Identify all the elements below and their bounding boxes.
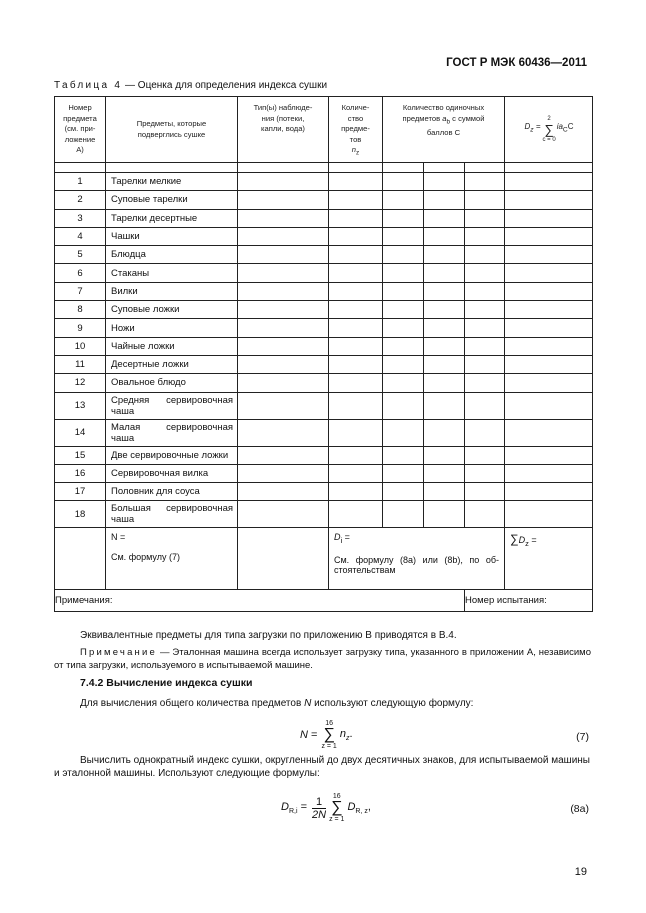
row-empty-cell xyxy=(424,483,465,501)
row-item-name: Большая сервировочная чаша xyxy=(106,501,238,528)
row-item-name: Две сервировочные ложки xyxy=(106,446,238,464)
table-row xyxy=(55,209,593,227)
row-item-name: Суповые тарелки xyxy=(106,191,238,209)
row-empty-cell xyxy=(383,392,424,419)
row-empty-cell xyxy=(424,319,465,337)
page-number: 19 xyxy=(574,866,587,878)
row-item-name: Тарелки десертные xyxy=(106,209,238,227)
row-empty-cell xyxy=(329,464,383,482)
row-item-name: Десертные ложки xyxy=(106,355,238,373)
row-number: 14 xyxy=(55,419,106,446)
note-label: Примечание xyxy=(80,647,157,658)
row-empty-cell xyxy=(465,301,505,319)
row-empty-cell xyxy=(329,501,383,528)
row-empty-cell xyxy=(383,173,424,191)
count-paragraph: Для вычисления общего количества предметов N используют следующую формулу: xyxy=(80,698,474,709)
row-number: 1 xyxy=(55,173,106,191)
row-empty-cell xyxy=(329,374,383,392)
row-empty-cell xyxy=(383,227,424,245)
row-empty-cell xyxy=(465,501,505,528)
table-row xyxy=(55,319,593,337)
note-paragraph xyxy=(54,646,591,672)
summary-d-cell xyxy=(329,528,505,590)
row-number: 6 xyxy=(55,264,106,282)
table-row xyxy=(55,301,593,319)
row-empty-cell xyxy=(465,227,505,245)
row-item-name: Сервировочная вилка xyxy=(106,464,238,482)
equation-number-8a: (8a) xyxy=(570,803,589,815)
row-number: 2 xyxy=(55,191,106,209)
table-notes-row xyxy=(55,590,593,612)
summary-sum-cell: $\sum D_z$ = xyxy=(505,528,593,590)
row-number: 16 xyxy=(55,464,106,482)
row-empty-cell xyxy=(465,483,505,501)
row-item-name: Чайные ложки xyxy=(106,337,238,355)
row-number: 8 xyxy=(55,301,106,319)
summary-n-label: N = xyxy=(111,532,126,543)
row-empty-cell xyxy=(505,191,593,209)
row-empty-cell xyxy=(465,264,505,282)
note-text: — Эталонная машина всегда использует загрузку типа, указанного в приложении А, независимо от типа загрузки, используемого в испытываемой машине. xyxy=(54,647,591,671)
row-empty-cell xyxy=(424,282,465,300)
row-empty-cell xyxy=(465,355,505,373)
row-empty-cell xyxy=(465,209,505,227)
row-item-name: Чашки xyxy=(106,227,238,245)
row-empty-cell xyxy=(424,264,465,282)
section-heading: 7.4.2 Вычисление индекса сушки xyxy=(80,677,253,689)
row-empty-cell xyxy=(329,392,383,419)
test-number-cell: Номер испытания: xyxy=(465,590,593,612)
row-number: 17 xyxy=(55,483,106,501)
row-empty-cell xyxy=(505,464,593,482)
row-empty-cell xyxy=(329,301,383,319)
summary-empty-cell xyxy=(55,528,106,590)
row-empty-cell xyxy=(505,392,593,419)
row-empty-cell xyxy=(424,301,465,319)
row-empty-cell xyxy=(383,419,424,446)
row-empty-cell xyxy=(505,337,593,355)
row-empty-cell xyxy=(238,392,329,419)
table-row xyxy=(55,446,593,464)
formula-7: N = 16 $n_z$. ∑ z = 1 xyxy=(300,720,353,750)
row-empty-cell xyxy=(238,282,329,300)
table-data-rows xyxy=(55,173,593,528)
row-empty-cell xyxy=(505,501,593,528)
drying-index-paragraph: Вычислить однократный индекс сушки, округленный до двух десятичных знаков, для испытываемой машины и эталонной машины. Используют следующие формулы: xyxy=(54,755,590,779)
row-number: 9 xyxy=(55,319,106,337)
row-item-name: Ножи xyxy=(106,319,238,337)
row-empty-cell xyxy=(465,246,505,264)
row-empty-cell xyxy=(329,227,383,245)
row-empty-cell xyxy=(329,483,383,501)
row-number: 5 xyxy=(55,246,106,264)
row-empty-cell xyxy=(238,419,329,446)
row-empty-cell xyxy=(329,319,383,337)
row-empty-cell xyxy=(424,209,465,227)
document-id: ГОСТ Р МЭК 60436—2011 xyxy=(446,57,587,69)
row-empty-cell xyxy=(465,446,505,464)
table-caption-prefix: Таблица 4 xyxy=(54,80,123,91)
row-number: 13 xyxy=(55,392,106,419)
row-item-name: Стаканы xyxy=(106,264,238,282)
equation-number-7: (7) xyxy=(576,731,589,743)
row-empty-cell xyxy=(329,191,383,209)
row-empty-cell xyxy=(505,355,593,373)
table-row xyxy=(55,282,593,300)
row-empty-cell xyxy=(329,264,383,282)
row-empty-cell xyxy=(238,227,329,245)
row-number: 15 xyxy=(55,446,106,464)
row-item-name: Половник для соуса xyxy=(106,483,238,501)
row-empty-cell xyxy=(465,374,505,392)
table-row xyxy=(55,246,593,264)
summary-empty-cell xyxy=(238,528,329,590)
row-empty-cell xyxy=(238,446,329,464)
table-row xyxy=(55,355,593,373)
equivalent-items-paragraph: Эквивалентные предметы для типа загрузки по приложению В приводятся в В.4. xyxy=(80,630,457,641)
row-empty-cell xyxy=(329,355,383,373)
row-empty-cell xyxy=(238,464,329,482)
row-empty-cell xyxy=(329,209,383,227)
row-number: 10 xyxy=(55,337,106,355)
dz-formula: $D_z$ = 2 $ia_CC$ ∑ c = 0 xyxy=(524,115,574,143)
header-dz-formula xyxy=(505,97,593,163)
row-empty-cell xyxy=(505,319,593,337)
row-empty-cell xyxy=(465,392,505,419)
row-empty-cell xyxy=(238,501,329,528)
row-empty-cell xyxy=(383,209,424,227)
row-number: 3 xyxy=(55,209,106,227)
row-empty-cell xyxy=(465,464,505,482)
row-empty-cell xyxy=(465,337,505,355)
row-empty-cell xyxy=(505,446,593,464)
row-empty-cell xyxy=(383,301,424,319)
row-empty-cell xyxy=(383,246,424,264)
row-item-name: Овальное блюдо xyxy=(106,374,238,392)
row-empty-cell xyxy=(505,282,593,300)
table-caption xyxy=(54,80,327,91)
table-row xyxy=(55,337,593,355)
row-empty-cell xyxy=(238,355,329,373)
row-empty-cell xyxy=(329,419,383,446)
table-row xyxy=(55,419,593,446)
formula-8a: $D_{R,i}$ = 1 2N 16 $D_{R, z}$, ∑ z = 1 xyxy=(281,793,371,823)
row-empty-cell xyxy=(424,246,465,264)
row-empty-cell xyxy=(505,374,593,392)
row-empty-cell xyxy=(505,173,593,191)
row-empty-cell xyxy=(424,337,465,355)
row-empty-cell xyxy=(424,501,465,528)
row-empty-cell xyxy=(238,374,329,392)
summary-n-cell xyxy=(106,528,238,590)
summary-d-label: $D_i$ = xyxy=(334,532,350,546)
row-empty-cell xyxy=(329,446,383,464)
table-header-row xyxy=(55,97,593,163)
row-empty-cell xyxy=(238,483,329,501)
row-empty-cell xyxy=(383,464,424,482)
row-empty-cell xyxy=(329,337,383,355)
row-empty-cell xyxy=(238,209,329,227)
row-empty-cell xyxy=(424,227,465,245)
row-empty-cell xyxy=(465,319,505,337)
row-number: 4 xyxy=(55,227,106,245)
row-empty-cell xyxy=(238,337,329,355)
row-empty-cell xyxy=(424,355,465,373)
table-row xyxy=(55,483,593,501)
notes-cell: Примечания: xyxy=(55,590,465,612)
header-single-items: Количество одиночных предметов $a_b$ с суммой баллов С xyxy=(383,97,505,163)
table-row xyxy=(55,173,593,191)
row-empty-cell xyxy=(424,446,465,464)
row-empty-cell xyxy=(505,227,593,245)
table-summary-row xyxy=(55,528,593,590)
row-empty-cell xyxy=(238,246,329,264)
row-empty-cell xyxy=(238,319,329,337)
summary-n-ref: См. формулу (7) xyxy=(111,552,180,563)
row-empty-cell xyxy=(505,264,593,282)
row-empty-cell xyxy=(329,282,383,300)
row-empty-cell xyxy=(505,301,593,319)
table-row xyxy=(55,392,593,419)
row-empty-cell xyxy=(383,501,424,528)
row-item-name: Вилки xyxy=(106,282,238,300)
table-row xyxy=(55,227,593,245)
row-empty-cell xyxy=(329,246,383,264)
table-row xyxy=(55,374,593,392)
row-empty-cell xyxy=(383,446,424,464)
row-empty-cell xyxy=(329,173,383,191)
row-empty-cell xyxy=(383,282,424,300)
row-empty-cell xyxy=(505,209,593,227)
row-number: 12 xyxy=(55,374,106,392)
row-empty-cell xyxy=(465,282,505,300)
row-item-name: Суповые ложки xyxy=(106,301,238,319)
row-number: 11 xyxy=(55,355,106,373)
row-empty-cell xyxy=(465,191,505,209)
row-empty-cell xyxy=(238,173,329,191)
drying-index-table xyxy=(54,96,593,612)
row-empty-cell xyxy=(383,264,424,282)
row-empty-cell xyxy=(383,191,424,209)
row-item-name: Малая сервировочная чаша xyxy=(106,419,238,446)
table-spacer-row xyxy=(55,163,593,173)
header-item-number: Номер предмета (см. при- ложение А) xyxy=(55,97,106,163)
table-row xyxy=(55,464,593,482)
table-row xyxy=(55,264,593,282)
row-empty-cell xyxy=(424,464,465,482)
row-empty-cell xyxy=(505,246,593,264)
header-items: Предметы, которые подверглись сушке xyxy=(106,97,238,163)
row-empty-cell xyxy=(238,191,329,209)
row-empty-cell xyxy=(505,419,593,446)
row-item-name: Средняя сервировочная чаша xyxy=(106,392,238,419)
row-empty-cell xyxy=(383,319,424,337)
row-empty-cell xyxy=(238,264,329,282)
table-caption-title: — Оценка для определения индекса сушки xyxy=(122,80,328,91)
row-item-name: Тарелки мелкие xyxy=(106,173,238,191)
row-empty-cell xyxy=(465,419,505,446)
row-empty-cell xyxy=(424,392,465,419)
table-row xyxy=(55,501,593,528)
summary-d-ref: См. формулу (8a) или (8b), по об-стоятельствам xyxy=(334,555,499,576)
row-empty-cell xyxy=(505,483,593,501)
row-number: 7 xyxy=(55,282,106,300)
row-number: 18 xyxy=(55,501,106,528)
row-empty-cell xyxy=(383,355,424,373)
table-row xyxy=(55,191,593,209)
row-empty-cell xyxy=(383,374,424,392)
row-empty-cell xyxy=(238,301,329,319)
header-item-count: Количе- ство предме- тов $n_z$ xyxy=(329,97,383,163)
row-empty-cell xyxy=(383,337,424,355)
row-empty-cell xyxy=(424,419,465,446)
row-empty-cell xyxy=(424,374,465,392)
row-empty-cell xyxy=(465,173,505,191)
row-empty-cell xyxy=(383,483,424,501)
row-empty-cell xyxy=(424,191,465,209)
row-empty-cell xyxy=(424,173,465,191)
header-observation-type: Тип(ы) наблюде- ния (потеки, капли, вода) xyxy=(238,97,329,163)
row-item-name: Блюдца xyxy=(106,246,238,264)
